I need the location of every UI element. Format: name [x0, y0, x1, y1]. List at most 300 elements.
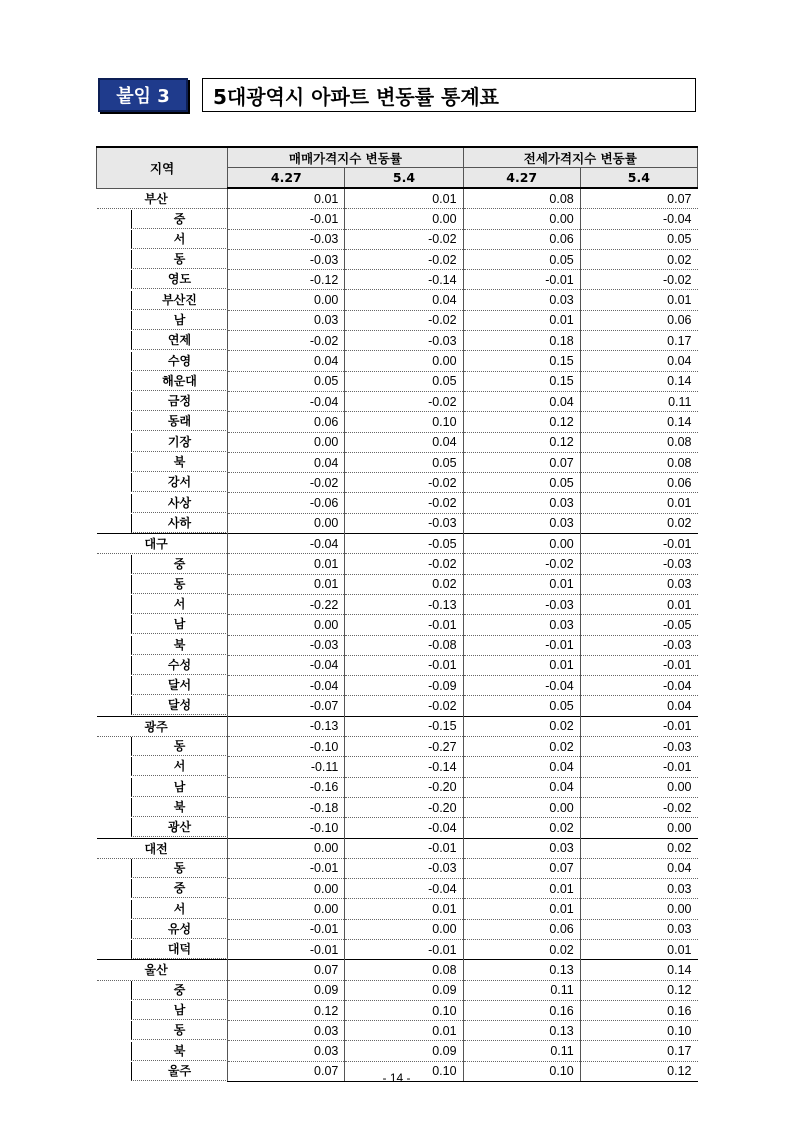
- sale-5-4-cell: 0.10: [345, 1000, 463, 1020]
- sale-4-27-cell: -0.12: [228, 270, 345, 290]
- city-row: [97, 534, 698, 554]
- sale-5-4-cell: -0.02: [345, 473, 463, 493]
- region-name: 중: [131, 879, 228, 898]
- sale-5-4-cell: -0.04: [345, 818, 463, 838]
- sale-5-4-cell: 0.01: [345, 188, 463, 209]
- region-name: 북: [131, 636, 228, 655]
- region-name: 광주: [144, 719, 168, 734]
- jeonse-4-27-cell: 0.06: [463, 919, 580, 939]
- jeonse-5-4-cell: 0.14: [580, 371, 697, 391]
- jeonse-5-4-cell: -0.01: [580, 716, 697, 736]
- jeonse-4-27-cell: 0.02: [463, 818, 580, 838]
- region-name-cell: [97, 270, 228, 290]
- region-name-cell: [97, 513, 228, 533]
- district-row: [97, 919, 698, 939]
- region-name-cell: [97, 371, 228, 391]
- region-name: 중: [131, 981, 228, 1000]
- region-name-cell: [97, 493, 228, 513]
- jeonse-5-4-cell: -0.01: [580, 655, 697, 675]
- sale-4-27-cell: 0.01: [228, 188, 345, 209]
- district-row: [97, 209, 698, 229]
- sale-4-27-cell: -0.01: [228, 858, 345, 878]
- region-name-cell: [97, 473, 228, 493]
- jeonse-4-27-cell: 0.03: [463, 513, 580, 533]
- region-name: 서: [131, 595, 228, 614]
- sale-5-4-cell: -0.02: [345, 696, 463, 716]
- district-row: [97, 1000, 698, 1020]
- jeonse-5-4-cell: -0.03: [580, 635, 697, 655]
- jeonse-4-27-cell: 0.01: [463, 574, 580, 594]
- district-row: [97, 980, 698, 1000]
- jeonse-4-27-cell: 0.13: [463, 1021, 580, 1041]
- jeonse-5-4-cell: 0.06: [580, 310, 697, 330]
- region-name: 부산진: [131, 291, 228, 310]
- district-row: [97, 797, 698, 817]
- region-name: 동: [131, 575, 228, 594]
- sale-5-4-cell: -0.14: [345, 270, 463, 290]
- jeonse-4-27-cell: 0.03: [463, 838, 580, 858]
- sale-4-27-cell: -0.16: [228, 777, 345, 797]
- region-name-cell: [97, 310, 228, 330]
- district-row: [97, 513, 698, 533]
- region-header: 지역: [97, 147, 228, 188]
- jeonse-5-4-cell: 0.04: [580, 351, 697, 371]
- region-name-cell: [97, 899, 228, 919]
- region-name: 남: [131, 615, 228, 634]
- sale-4-27-cell: 0.03: [228, 1041, 345, 1061]
- city-row: [97, 716, 698, 736]
- region-name: 동: [131, 737, 228, 756]
- district-row: [97, 737, 698, 757]
- region-name-cell: [97, 615, 228, 635]
- sale-5-4-cell: -0.20: [345, 777, 463, 797]
- sale-5-4-cell: -0.08: [345, 635, 463, 655]
- district-row: [97, 574, 698, 594]
- region-name-cell: [97, 939, 228, 959]
- region-name-cell: [97, 351, 228, 371]
- region-name: 사하: [131, 514, 228, 533]
- jeonse-5-4-cell: 0.04: [580, 696, 697, 716]
- jeonse-5-4-cell: 0.00: [580, 818, 697, 838]
- district-row: [97, 452, 698, 472]
- jeonse-5-4-cell: 0.01: [580, 493, 697, 513]
- sale-5-4-cell: 0.01: [345, 899, 463, 919]
- district-row: [97, 229, 698, 249]
- district-row: [97, 676, 698, 696]
- district-row: [97, 858, 698, 878]
- region-name-cell: [97, 919, 228, 939]
- sale-4-27-cell: 0.03: [228, 310, 345, 330]
- jeonse-4-27-cell: 0.15: [463, 371, 580, 391]
- jeonse-5-4-cell: 0.01: [580, 290, 697, 310]
- region-name-cell: [97, 412, 228, 432]
- jeonse-4-27-cell: -0.01: [463, 635, 580, 655]
- region-name-cell: [97, 1021, 228, 1041]
- sale-4-27-cell: 0.07: [228, 960, 345, 980]
- jeonse-4-27-cell: 0.16: [463, 1000, 580, 1020]
- jeonse-4-27-cell: 0.12: [463, 432, 580, 452]
- sale-4-27-cell: 0.09: [228, 980, 345, 1000]
- sale-5-4-cell: -0.03: [345, 513, 463, 533]
- sale-5-4-cell: -0.02: [345, 310, 463, 330]
- district-row: [97, 554, 698, 574]
- sale-4-27-cell: -0.01: [228, 939, 345, 959]
- jeonse-4-27-cell: 0.04: [463, 757, 580, 777]
- jeonse-4-27-cell: 0.01: [463, 655, 580, 675]
- region-name: 서: [131, 900, 228, 919]
- sale-4-27-cell: -0.06: [228, 493, 345, 513]
- sale-5-4-cell: 0.00: [345, 209, 463, 229]
- city-row: [97, 838, 698, 858]
- sale-4-27-cell: 0.00: [228, 838, 345, 858]
- jeonse-4-27-cell: 0.05: [463, 473, 580, 493]
- jeonse-5-4-cell: 0.06: [580, 473, 697, 493]
- region-name: 부산: [144, 191, 168, 206]
- sale-4-27-cell: 0.04: [228, 452, 345, 472]
- region-name: 남: [131, 311, 228, 330]
- region-name-cell: [97, 960, 228, 980]
- sale-4-27-cell: -0.04: [228, 391, 345, 411]
- jeonse-4-27-cell: 0.00: [463, 797, 580, 817]
- table-body: [97, 188, 698, 1082]
- jeonse-5-4-cell: 0.05: [580, 229, 697, 249]
- sale-5-4-cell: 0.05: [345, 371, 463, 391]
- district-row: [97, 249, 698, 269]
- region-name-cell: [97, 1000, 228, 1020]
- jeonse-4-27-cell: 0.01: [463, 310, 580, 330]
- sale-5-4-cell: 0.09: [345, 1041, 463, 1061]
- jeonse-4-27-cell: -0.02: [463, 554, 580, 574]
- jeonse-4-27-cell: 0.03: [463, 493, 580, 513]
- district-row: [97, 939, 698, 959]
- sale-4-27-cell: -0.02: [228, 331, 345, 351]
- district-row: [97, 879, 698, 899]
- region-name-cell: [97, 188, 228, 209]
- jeonse-5-4-cell: -0.03: [580, 737, 697, 757]
- region-name: 달성: [131, 696, 228, 715]
- sale-4-27-cell: -0.04: [228, 676, 345, 696]
- region-name: 유성: [131, 920, 228, 939]
- district-row: [97, 290, 698, 310]
- jeonse-4-27-cell: 0.06: [463, 229, 580, 249]
- sale-4-27-cell: -0.13: [228, 716, 345, 736]
- sale-5-4-cell: 0.04: [345, 290, 463, 310]
- region-name-cell: [97, 249, 228, 269]
- jeonse-4-27-cell: 0.07: [463, 858, 580, 878]
- district-row: [97, 777, 698, 797]
- region-name-cell: [97, 777, 228, 797]
- region-name: 강서: [131, 473, 228, 492]
- district-row: [97, 1041, 698, 1061]
- region-name: 해운대: [131, 372, 228, 391]
- jeonse-5-4-cell: 0.01: [580, 939, 697, 959]
- sale-5-4-cell: -0.01: [345, 655, 463, 675]
- region-name-cell: [97, 1041, 228, 1061]
- region-name-cell: [97, 574, 228, 594]
- region-name-cell: [97, 534, 228, 554]
- sale-5-4-cell: -0.02: [345, 493, 463, 513]
- jeonse-5-4-cell: 0.02: [580, 513, 697, 533]
- region-name-cell: [97, 676, 228, 696]
- region-name: 기장: [131, 433, 228, 452]
- region-name: 광산: [131, 818, 228, 837]
- sale-5-4-cell: 0.00: [345, 351, 463, 371]
- sale-5-4-cell: -0.03: [345, 858, 463, 878]
- sale-5-4-cell: -0.20: [345, 797, 463, 817]
- sale-4-27-cell: 0.01: [228, 574, 345, 594]
- district-row: [97, 412, 698, 432]
- jeonse-4-27-cell: 0.12: [463, 412, 580, 432]
- sale-5-4-cell: 0.10: [345, 1061, 463, 1081]
- region-name: 서: [131, 230, 228, 249]
- region-name-cell: [97, 716, 228, 736]
- region-name-cell: [97, 452, 228, 472]
- region-name: 북: [131, 1042, 228, 1061]
- sale-5-4-cell: -0.02: [345, 249, 463, 269]
- city-row: [97, 188, 698, 209]
- region-name: 동: [131, 250, 228, 269]
- region-name-cell: [97, 594, 228, 614]
- sale-4-27-cell: 0.12: [228, 1000, 345, 1020]
- jeonse-5-4-cell: 0.17: [580, 1041, 697, 1061]
- sale-5-4-cell: 0.09: [345, 980, 463, 1000]
- region-name-cell: [97, 858, 228, 878]
- document-title-bar: [98, 78, 499, 112]
- sale-4-27-cell: 0.03: [228, 1021, 345, 1041]
- sale-4-27-cell: -0.03: [228, 635, 345, 655]
- sale-4-27-cell: -0.01: [228, 919, 345, 939]
- jeonse-4-27-cell: 0.00: [463, 534, 580, 554]
- region-name-cell: [97, 635, 228, 655]
- document-title: 5대광역시 아파트 변동률 통계표: [202, 78, 696, 112]
- sale-4-27-cell: 0.00: [228, 879, 345, 899]
- district-row: [97, 1021, 698, 1041]
- sale-4-27-cell: -0.03: [228, 229, 345, 249]
- region-name: 동: [131, 859, 228, 878]
- district-row: [97, 473, 698, 493]
- page-number: - 14 -: [382, 1071, 411, 1085]
- sale-5-4-cell: -0.15: [345, 716, 463, 736]
- jeonse-5-4-cell: -0.04: [580, 676, 697, 696]
- jeonse-5-4-cell: 0.11: [580, 391, 697, 411]
- sale-5-4-cell: -0.04: [345, 879, 463, 899]
- sale-5-4-cell: -0.27: [345, 737, 463, 757]
- jeonse-4-27-cell: 0.11: [463, 1041, 580, 1061]
- district-row: [97, 899, 698, 919]
- district-row: [97, 391, 698, 411]
- region-name: 대전: [144, 841, 168, 856]
- jeonse-4-27-cell: 0.01: [463, 899, 580, 919]
- region-name: 동래: [131, 412, 228, 431]
- region-name: 영도: [131, 270, 228, 289]
- jeonse-5-4-cell: 0.02: [580, 838, 697, 858]
- jeonse-4-27-cell: 0.18: [463, 331, 580, 351]
- sale-4-27-cell: -0.18: [228, 797, 345, 817]
- jeonse-5-4-cell: 0.04: [580, 858, 697, 878]
- district-row: [97, 371, 698, 391]
- region-name: 울주: [131, 1062, 228, 1081]
- jeonse-4-27-cell: 0.13: [463, 960, 580, 980]
- sale-4-27-cell: -0.02: [228, 473, 345, 493]
- sale-5-4-cell: -0.03: [345, 331, 463, 351]
- district-row: [97, 270, 698, 290]
- jeonse-4-27-cell: 0.10: [463, 1061, 580, 1081]
- region-name-cell: [97, 290, 228, 310]
- sale-5-4-cell: 0.01: [345, 1021, 463, 1041]
- jeonse-5-4-cell: 0.12: [580, 980, 697, 1000]
- jeonse-4-27-cell: 0.08: [463, 188, 580, 209]
- region-name-cell: [97, 209, 228, 229]
- jeonse-5-4-cell: -0.02: [580, 797, 697, 817]
- sale-5-4-cell: 0.00: [345, 919, 463, 939]
- jeonse-5-4-cell: 0.12: [580, 1061, 697, 1081]
- sale-4-27-cell: 0.00: [228, 432, 345, 452]
- jeonse-5-4-cell: 0.01: [580, 594, 697, 614]
- district-row: [97, 310, 698, 330]
- region-name-cell: [97, 655, 228, 675]
- region-name-cell: [97, 797, 228, 817]
- jeonse-5-4-cell: 0.03: [580, 574, 697, 594]
- sale-4-27-cell: -0.10: [228, 737, 345, 757]
- sale-4-27-cell: 0.07: [228, 1061, 345, 1081]
- jeonse-5-4-cell: 0.16: [580, 1000, 697, 1020]
- jeonse-4-27-cell: -0.03: [463, 594, 580, 614]
- region-name: 중: [131, 210, 228, 229]
- jeonse-5-4-cell: -0.05: [580, 615, 697, 635]
- jeonse-4-27-cell: 0.03: [463, 290, 580, 310]
- jeonse-4-27-cell: -0.01: [463, 270, 580, 290]
- jeonse-5-4-cell: -0.03: [580, 554, 697, 574]
- sale-4-27-cell: -0.22: [228, 594, 345, 614]
- jeonse-4-27-cell: 0.02: [463, 737, 580, 757]
- region-name: 동: [131, 1021, 228, 1040]
- sale-4-27-cell: -0.01: [228, 209, 345, 229]
- region-name: 남: [131, 778, 228, 797]
- sale-5-4-cell: -0.13: [345, 594, 463, 614]
- sale-4-27-cell: -0.10: [228, 818, 345, 838]
- apartment-change-rate-table: [96, 146, 698, 1082]
- region-name: 수영: [131, 352, 228, 371]
- sale-5-4-cell: -0.01: [345, 615, 463, 635]
- sale-date1-header: 4.27: [228, 168, 345, 189]
- jeonse-5-4-cell: 0.00: [580, 777, 697, 797]
- jeonse-4-27-cell: 0.04: [463, 777, 580, 797]
- sale-4-27-cell: 0.00: [228, 899, 345, 919]
- jeonse-4-27-cell: -0.04: [463, 676, 580, 696]
- sale-4-27-cell: -0.11: [228, 757, 345, 777]
- sale-5-4-cell: -0.02: [345, 229, 463, 249]
- region-name: 대구: [144, 537, 168, 552]
- sale-4-27-cell: 0.05: [228, 371, 345, 391]
- region-name: 대덕: [131, 940, 228, 959]
- jeonse-4-27-cell: 0.00: [463, 209, 580, 229]
- district-row: [97, 493, 698, 513]
- jeonse-5-4-cell: 0.08: [580, 452, 697, 472]
- region-name-cell: [97, 331, 228, 351]
- region-name-cell: [97, 432, 228, 452]
- region-name: 서: [131, 757, 228, 776]
- region-name: 연제: [131, 331, 228, 350]
- jeonse-5-4-cell: 0.08: [580, 432, 697, 452]
- jeonse-5-4-cell: 0.07: [580, 188, 697, 209]
- sale-4-27-cell: 0.01: [228, 554, 345, 574]
- sale-5-4-cell: 0.02: [345, 574, 463, 594]
- sale-4-27-cell: -0.04: [228, 534, 345, 554]
- sale-5-4-cell: 0.08: [345, 960, 463, 980]
- sale-5-4-cell: -0.02: [345, 391, 463, 411]
- district-row: [97, 331, 698, 351]
- jeonse-5-4-cell: 0.03: [580, 879, 697, 899]
- sale-5-4-cell: -0.01: [345, 939, 463, 959]
- jeonse-5-4-cell: 0.10: [580, 1021, 697, 1041]
- appendix-badge: 붙임 3: [98, 78, 188, 112]
- district-row: [97, 757, 698, 777]
- jeonse-5-4-cell: -0.02: [580, 270, 697, 290]
- jeonse-5-4-cell: -0.04: [580, 209, 697, 229]
- region-name: 북: [131, 453, 228, 472]
- district-row: [97, 818, 698, 838]
- jeonse-date2-header: 5.4: [580, 168, 697, 189]
- sale-5-4-cell: -0.02: [345, 554, 463, 574]
- sale-4-27-cell: -0.07: [228, 696, 345, 716]
- sale-4-27-cell: 0.04: [228, 351, 345, 371]
- jeonse-5-4-cell: 0.14: [580, 960, 697, 980]
- sale-4-27-cell: 0.00: [228, 615, 345, 635]
- region-name-cell: [97, 818, 228, 838]
- jeonse-4-27-cell: 0.01: [463, 879, 580, 899]
- region-name: 북: [131, 798, 228, 817]
- sale-5-4-cell: -0.01: [345, 838, 463, 858]
- region-name-cell: [97, 838, 228, 858]
- region-name: 사상: [131, 494, 228, 513]
- jeonse-4-27-cell: 0.03: [463, 615, 580, 635]
- region-name-cell: [97, 980, 228, 1000]
- region-name-cell: [97, 391, 228, 411]
- sale-4-27-cell: 0.00: [228, 513, 345, 533]
- sale-4-27-cell: -0.04: [228, 655, 345, 675]
- jeonse-5-4-cell: 0.00: [580, 899, 697, 919]
- sale-4-27-cell: 0.00: [228, 290, 345, 310]
- district-row: [97, 696, 698, 716]
- district-row: [97, 615, 698, 635]
- jeonse-5-4-cell: 0.14: [580, 412, 697, 432]
- region-name-cell: [97, 757, 228, 777]
- region-name-cell: [97, 696, 228, 716]
- sale-5-4-cell: -0.14: [345, 757, 463, 777]
- region-name: 남: [131, 1001, 228, 1020]
- region-name: 금정: [131, 392, 228, 411]
- jeonse-index-header: 전세가격지수 변동률: [463, 147, 697, 168]
- jeonse-5-4-cell: -0.01: [580, 757, 697, 777]
- jeonse-5-4-cell: -0.01: [580, 534, 697, 554]
- district-row: [97, 594, 698, 614]
- sale-5-4-cell: -0.05: [345, 534, 463, 554]
- district-row: [97, 635, 698, 655]
- sale-5-4-cell: -0.09: [345, 676, 463, 696]
- sale-5-4-cell: 0.05: [345, 452, 463, 472]
- region-name-cell: [97, 879, 228, 899]
- jeonse-4-27-cell: 0.02: [463, 939, 580, 959]
- region-name: 중: [131, 555, 228, 574]
- sale-index-header: 매매가격지수 변동률: [228, 147, 463, 168]
- jeonse-4-27-cell: 0.05: [463, 249, 580, 269]
- jeonse-4-27-cell: 0.04: [463, 391, 580, 411]
- jeonse-4-27-cell: 0.07: [463, 452, 580, 472]
- district-row: [97, 655, 698, 675]
- jeonse-5-4-cell: 0.02: [580, 249, 697, 269]
- sale-5-4-cell: 0.04: [345, 432, 463, 452]
- district-row: [97, 432, 698, 452]
